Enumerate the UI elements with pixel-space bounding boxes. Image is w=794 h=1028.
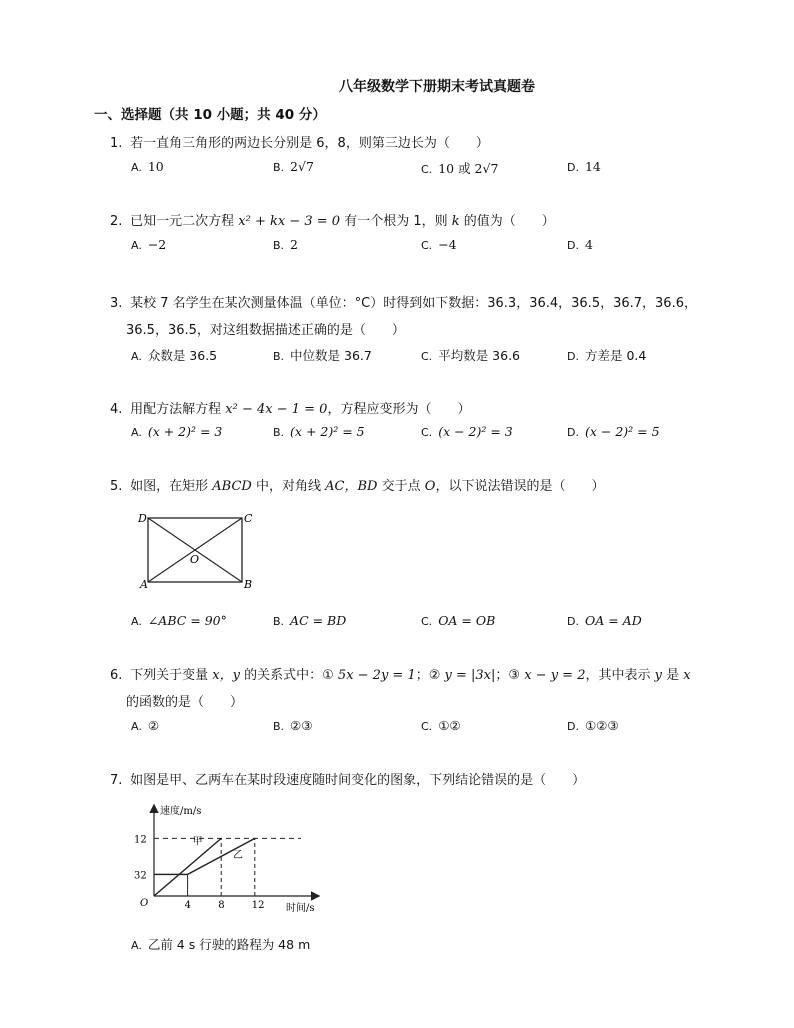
question-text: ；② xyxy=(415,668,441,683)
option-text: −2 xyxy=(147,237,167,252)
option-text: −4 xyxy=(438,237,457,252)
option-label: A. xyxy=(131,426,142,439)
option-text: OA = OB xyxy=(438,613,496,628)
option-d[interactable] xyxy=(567,613,642,628)
x-tick-label: 4 xyxy=(184,900,191,911)
variable: O xyxy=(424,479,436,494)
x-axis-label: 时间/s xyxy=(286,903,315,914)
option-d[interactable] xyxy=(567,346,646,364)
question-text: 有一个根为 1，则 xyxy=(344,214,448,229)
option-text: AC = BD xyxy=(290,613,347,628)
option-label: B. xyxy=(273,350,285,363)
speed-time-graph xyxy=(132,800,332,918)
question-1 xyxy=(110,132,489,151)
option-text: 2 xyxy=(290,237,298,252)
question-text: ，以下说法错误的是（ ） xyxy=(435,479,605,494)
option-text: 方差是 0.4 xyxy=(584,348,647,363)
option-label: D. xyxy=(567,161,579,174)
label-o: O xyxy=(190,553,200,566)
option-label: A. xyxy=(131,720,142,733)
option-label: A. xyxy=(131,239,142,252)
origin-label: O xyxy=(140,898,149,909)
option-label: C. xyxy=(421,350,433,363)
question-6 xyxy=(110,664,691,683)
equation: x² + kx − 3 = 0 xyxy=(238,214,341,229)
question-number: 2. xyxy=(110,214,123,229)
question-number: 3. xyxy=(110,296,123,311)
label-c: C xyxy=(244,512,253,525)
option-label: C. xyxy=(421,163,433,176)
question-text: ；③ xyxy=(495,668,521,683)
variable: x，y xyxy=(212,668,240,683)
question-number: 1. xyxy=(110,136,123,151)
question-7 xyxy=(110,769,585,788)
option-text: ②③ xyxy=(290,718,313,733)
equation: x − y = 2 xyxy=(524,668,586,683)
option-c[interactable] xyxy=(421,718,461,733)
option-d[interactable] xyxy=(567,718,619,733)
option-label: D. xyxy=(567,615,579,628)
variable: y xyxy=(654,668,662,683)
question-text: 下列关于变量 xyxy=(130,668,209,683)
option-b[interactable] xyxy=(273,718,312,733)
question-text: 某校 7 名学生在某次测量体温（单位：°C）时得到如下数据：36.3，36.4，36.5，36.7，36.6， xyxy=(130,296,697,311)
option-text: ② xyxy=(147,718,160,733)
option-text: ∠ABC = 90° xyxy=(147,613,227,628)
question-text: ，方程应变形为（ ） xyxy=(327,402,471,417)
question-3 xyxy=(110,292,697,311)
question-number: 4. xyxy=(110,402,123,417)
option-label: A. xyxy=(131,350,142,363)
option-label: B. xyxy=(273,426,285,439)
option-label: D. xyxy=(567,720,579,733)
question-text: 如图是甲、乙两车在某时段速度随时间变化的图象，下列结论错误的是（ ） xyxy=(130,773,586,788)
question-number: 5. xyxy=(110,479,123,494)
option-text: (x + 2)² = 5 xyxy=(290,424,365,439)
option-c[interactable] xyxy=(421,424,513,439)
equation: x² − 4x − 1 = 0 xyxy=(225,402,328,417)
option-label: B. xyxy=(273,615,285,628)
option-text: 10 或 2√7 xyxy=(438,161,499,176)
question-text: 的值为（ ） xyxy=(463,214,555,229)
option-text: 众数是 36.5 xyxy=(147,348,218,363)
variable: ABCD xyxy=(212,479,252,494)
option-a[interactable] xyxy=(131,346,217,364)
option-a[interactable] xyxy=(131,935,310,953)
option-c[interactable] xyxy=(421,613,495,628)
option-text: 乙前 4 s 行驶的路程为 48 m xyxy=(147,937,311,952)
question-text: 中，对角线 xyxy=(256,479,322,494)
x-tick-label: 12 xyxy=(251,900,265,911)
option-a[interactable] xyxy=(131,424,222,439)
option-label: D. xyxy=(567,239,579,252)
option-label: B. xyxy=(273,239,285,252)
option-text: ①② xyxy=(438,718,461,733)
question-text: 是 xyxy=(666,668,680,683)
option-text: 14 xyxy=(584,159,601,174)
option-label: C. xyxy=(421,615,433,628)
question-text: 的关系式中：① xyxy=(244,668,334,683)
option-d[interactable] xyxy=(567,159,601,174)
option-text: 2√7 xyxy=(290,159,314,174)
question-6-line-2: 的函数的是（ ） xyxy=(126,695,244,710)
option-label: D. xyxy=(567,350,579,363)
equation: 5x − 2y = 1 xyxy=(337,668,416,683)
question-text: 用配方法解方程 xyxy=(130,402,222,417)
question-number: 7. xyxy=(110,773,123,788)
option-label: A. xyxy=(131,939,142,952)
y-tick-label: 12 xyxy=(134,834,147,846)
option-text: (x + 2)² = 3 xyxy=(147,424,223,439)
option-label: A. xyxy=(131,161,142,174)
option-a[interactable] xyxy=(131,718,159,733)
x-tick-label: 8 xyxy=(218,900,225,911)
variable: AC，BD xyxy=(325,479,378,494)
option-b[interactable] xyxy=(273,237,298,252)
section-heading: 一、选择题（共 10 小题；共 40 分） xyxy=(94,107,326,123)
question-5 xyxy=(110,475,604,494)
y-tick-label: 32 xyxy=(134,870,147,882)
option-label: C. xyxy=(421,720,433,733)
series-label-jia: 甲 xyxy=(192,836,203,848)
option-a[interactable] xyxy=(131,237,166,252)
option-b[interactable] xyxy=(273,346,372,364)
option-text: 4 xyxy=(584,237,593,252)
variable: k xyxy=(451,214,460,229)
option-label: C. xyxy=(421,239,433,252)
option-c[interactable] xyxy=(421,237,457,252)
option-label: C. xyxy=(421,426,433,439)
option-text: 平均数是 36.6 xyxy=(438,348,520,363)
exam-title: 八年级数学下册期末考试真题卷 xyxy=(339,79,535,95)
option-text: 中位数是 36.7 xyxy=(290,348,372,363)
option-c[interactable] xyxy=(421,346,520,364)
option-b[interactable] xyxy=(273,613,346,628)
question-text: 已知一元二次方程 xyxy=(130,214,235,229)
option-label: A. xyxy=(131,615,142,628)
question-text: ，其中表示 xyxy=(585,668,651,683)
option-text: ①②③ xyxy=(584,718,619,733)
question-3-line-2: 36.5，36.5，对这组数据描述正确的是（ ） xyxy=(126,323,405,338)
option-label: B. xyxy=(273,161,285,174)
option-c[interactable] xyxy=(421,159,498,177)
label-b: B xyxy=(244,578,253,590)
question-2 xyxy=(110,210,555,229)
option-b[interactable] xyxy=(273,424,365,439)
question-4 xyxy=(110,398,470,417)
option-a[interactable] xyxy=(131,159,164,174)
equation: y = |3x| xyxy=(444,668,496,683)
variable: x xyxy=(683,668,691,683)
question-text: 如图，在矩形 xyxy=(130,479,209,494)
option-label: D. xyxy=(567,426,579,439)
option-label: B. xyxy=(273,720,285,733)
option-d[interactable] xyxy=(567,237,593,252)
series-label-yi: 乙 xyxy=(232,850,243,862)
y-axis-label: 速度/m/s xyxy=(160,806,202,817)
option-text: (x − 2)² = 5 xyxy=(584,424,660,439)
label-d: D xyxy=(138,512,147,525)
option-text: OA = AD xyxy=(584,613,642,628)
question-text: 若一直角三角形的两边长分别是 6，8，则第三边长为（ ） xyxy=(130,136,489,151)
question-number: 6. xyxy=(110,668,123,683)
option-d[interactable] xyxy=(567,424,660,439)
option-b[interactable] xyxy=(273,159,314,174)
rectangle-figure xyxy=(136,508,256,590)
label-a: A xyxy=(140,578,148,590)
option-text: 10 xyxy=(147,159,164,174)
option-a[interactable] xyxy=(131,613,227,628)
question-text: 交于点 xyxy=(381,479,421,494)
option-text: (x − 2)² = 3 xyxy=(438,424,513,439)
